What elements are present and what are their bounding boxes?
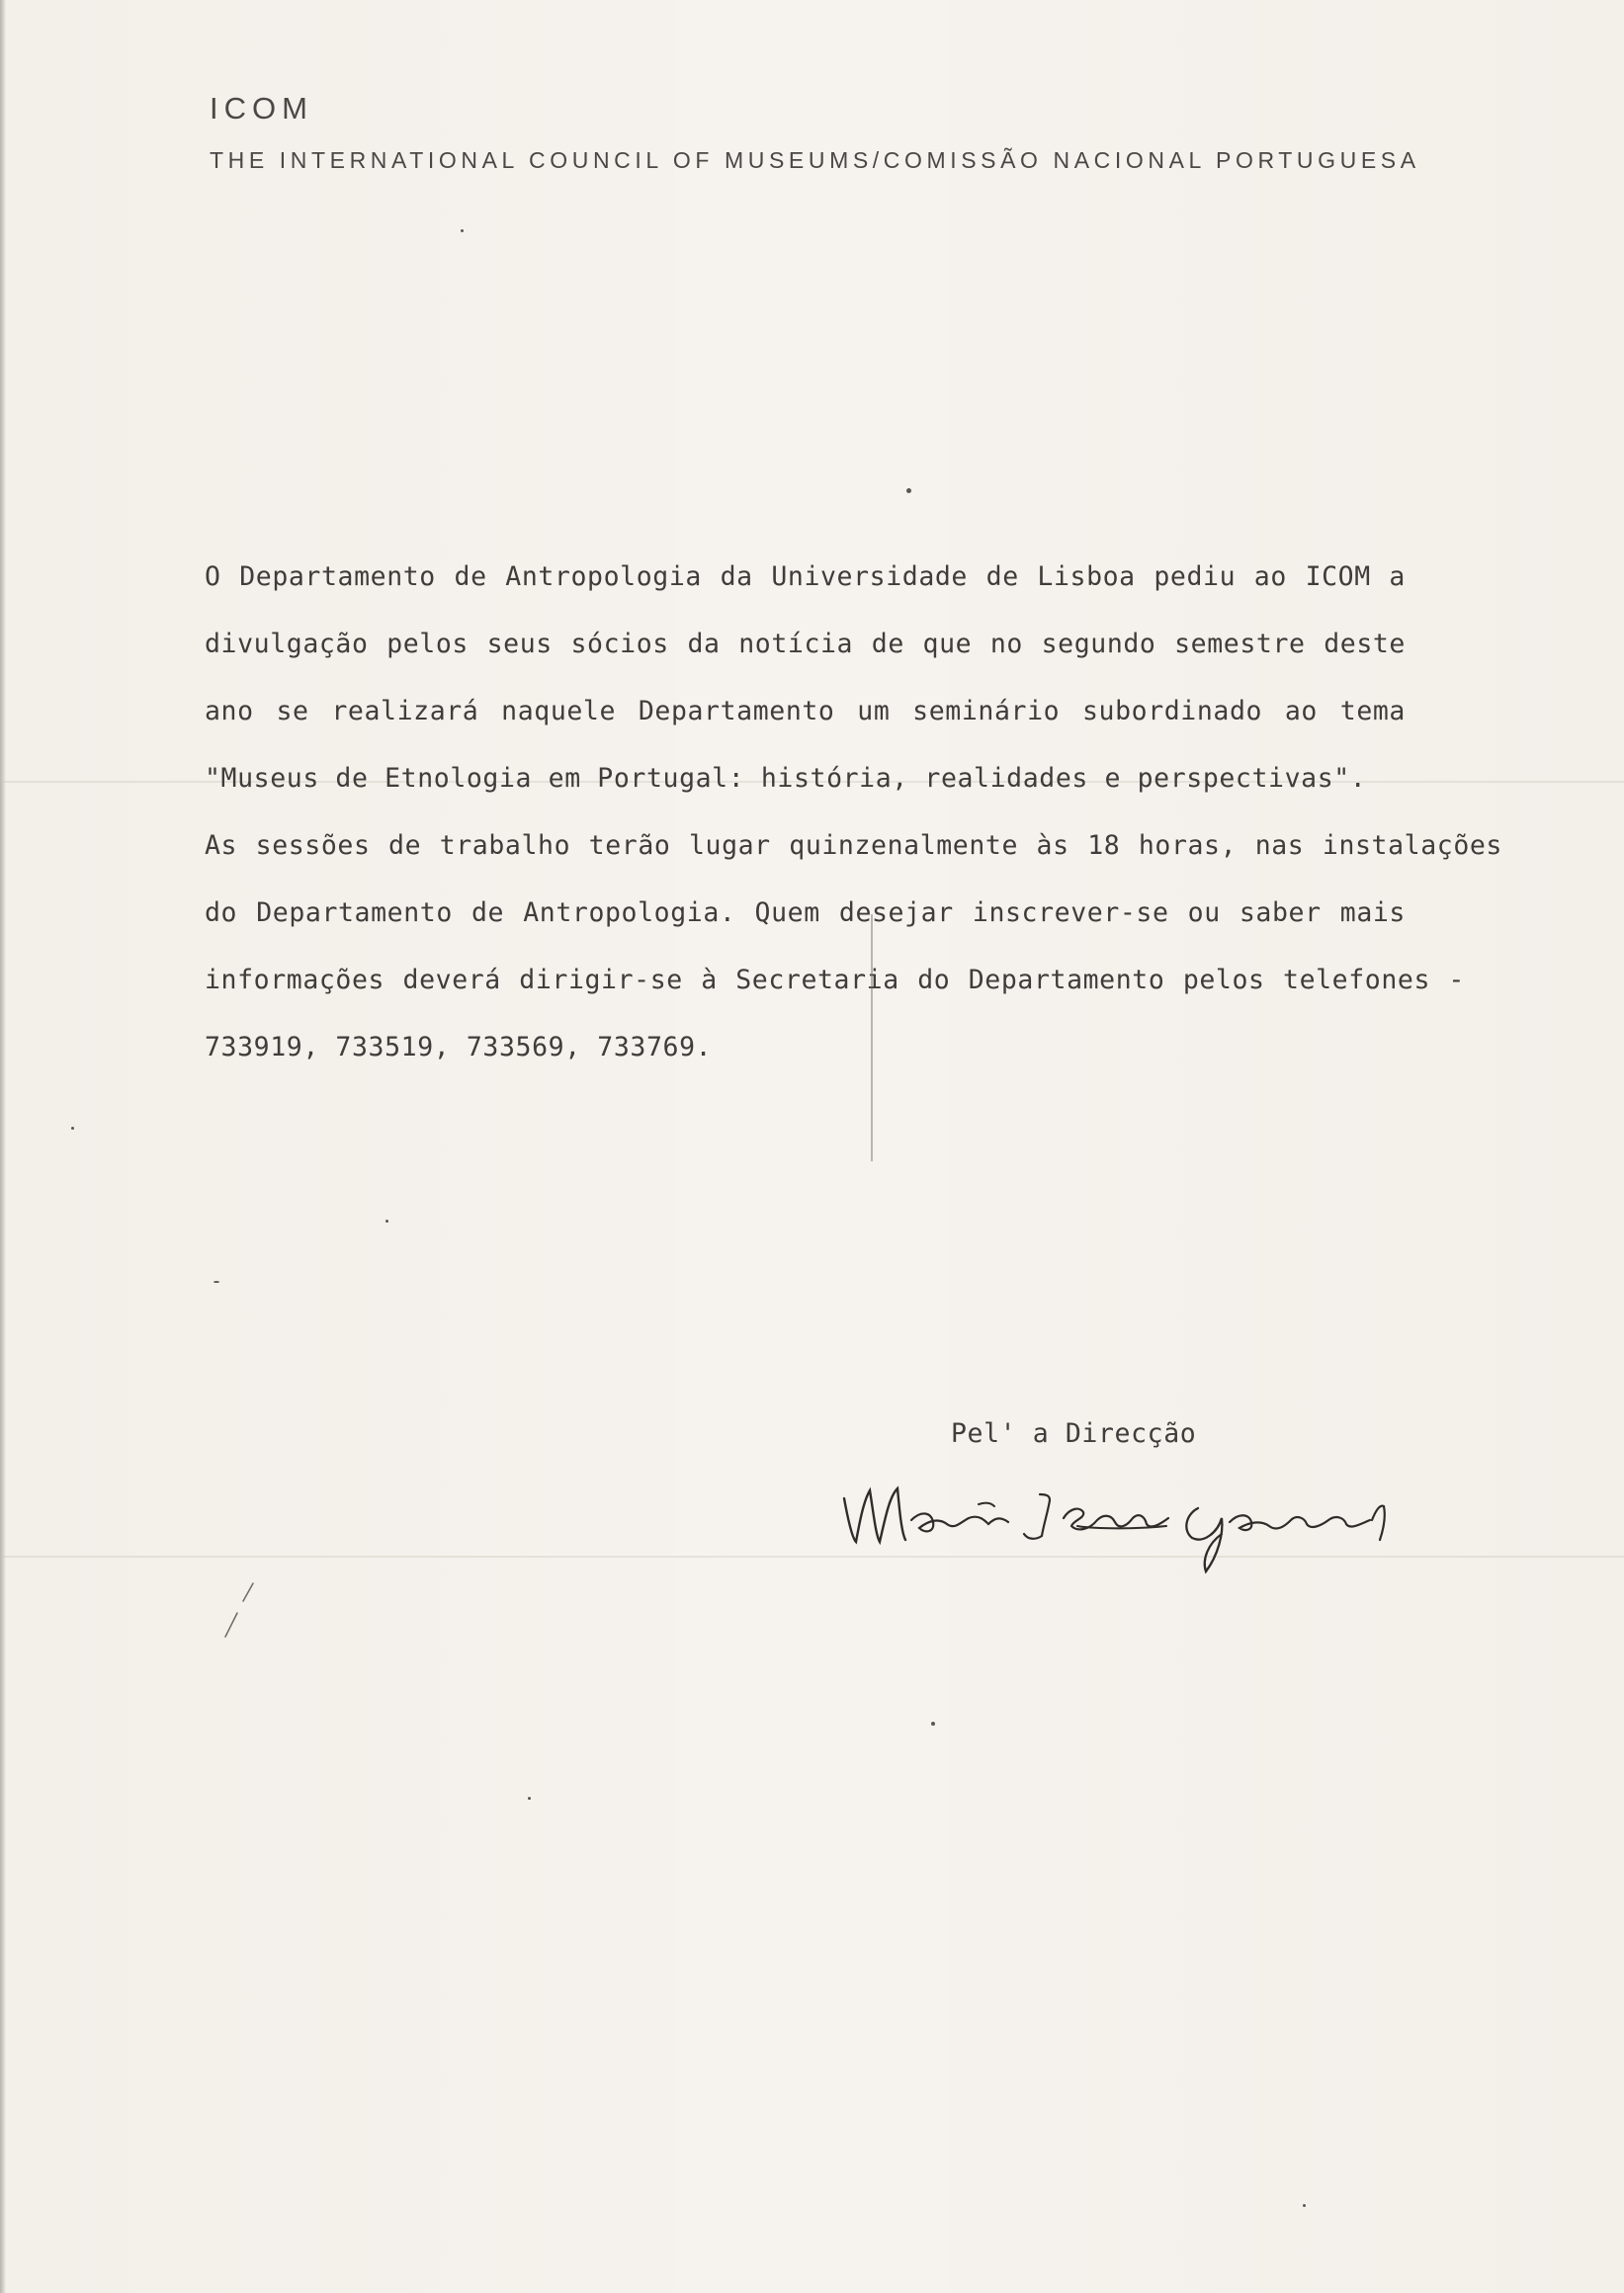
speck: [385, 1220, 388, 1223]
letterhead-organization: ICOM: [210, 91, 313, 126]
body-line: 733919, 733519, 733569, 733769.: [205, 1032, 713, 1062]
stray-pencil-stroke: [219, 1579, 259, 1641]
speck: [931, 1722, 935, 1726]
body-line: do Departamento de Antropologia. Quem desejar inscrever-se ou saber mais: [205, 897, 1406, 928]
letterhead: [210, 91, 1420, 174]
speck: [528, 1797, 531, 1800]
body-line: "Museus de Etnologia em Portugal: história, realidades e perspectivas".: [205, 763, 1367, 794]
speck: [71, 1127, 74, 1130]
body-line: divulgação pelos seus sócios da notícia de que no segundo semestre deste: [205, 629, 1406, 659]
body-line: informações deverá dirigir-se à Secretaria do Departamento pelos telefones -: [205, 965, 1465, 995]
speck: [214, 1281, 219, 1283]
letterhead-subtitle: THE INTERNATIONAL COUNCIL OF MUSEUMS/COMISSÃO NACIONAL PORTUGUESA: [210, 147, 1420, 173]
speck: [461, 229, 464, 232]
body-line: ano se realizará naquele Departamento um seminário subordinado ao tema: [205, 696, 1406, 726]
closing-line: Pel' a Direcção: [951, 1418, 1197, 1449]
speck: [906, 488, 911, 493]
body-line: O Departamento de Antropologia da Universidade de Lisboa pediu ao ICOM a: [205, 561, 1406, 592]
signature: [830, 1461, 1463, 1579]
speck: [1303, 2204, 1306, 2207]
paper-edge: [0, 0, 6, 2293]
letter-body: [205, 544, 1519, 1081]
body-line: As sessões de trabalho terão lugar quinzenalmente às 18 horas, nas instalações: [205, 830, 1502, 861]
pencil-mark: [871, 914, 873, 1161]
